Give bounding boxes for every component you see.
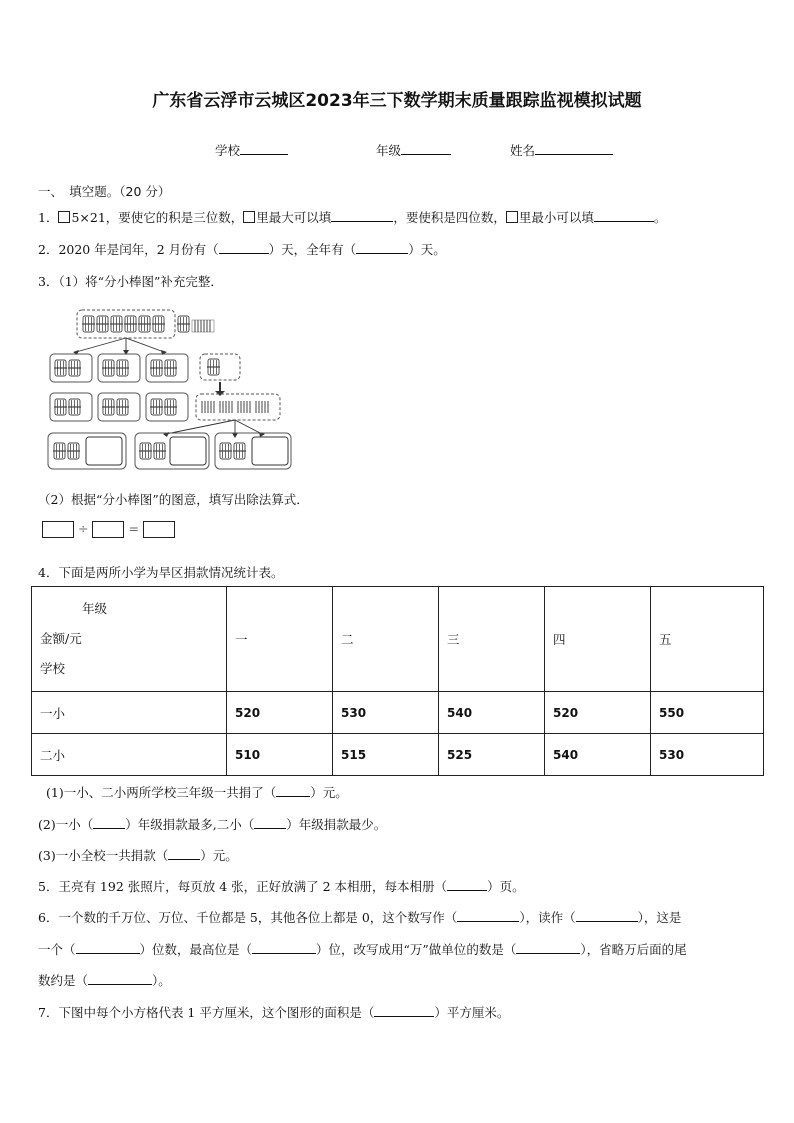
grade-label: 年级 xyxy=(376,143,402,158)
q4-sub2-text-a: (2)一小（ xyxy=(38,817,94,832)
q2-text-c: ）天。 xyxy=(408,242,446,257)
q4-sub1-blank[interactable] xyxy=(276,784,310,797)
value-cell: 520 xyxy=(545,692,651,734)
school-blank[interactable] xyxy=(240,142,288,155)
value-cell: 550 xyxy=(651,692,764,734)
q1-text-e: 。 xyxy=(653,210,667,225)
q2-text-a: 2．2020 年是闰年，2 月份有（ xyxy=(38,242,219,257)
question-4-sub1 xyxy=(46,783,348,801)
q7-text-b: ）平方厘米。 xyxy=(434,1005,510,1020)
school-cell: 二小 xyxy=(32,734,227,776)
equals-sign: = xyxy=(128,521,139,536)
question-7 xyxy=(38,1003,509,1021)
section-heading: 一、 填空题。（20 分） xyxy=(38,184,171,199)
box-icon xyxy=(243,211,255,223)
q6-text-d: 一个（ xyxy=(38,942,76,957)
school-label: 学校 xyxy=(215,143,241,158)
q4-sub3-text-b: ）元。 xyxy=(200,848,238,863)
answer-box-2[interactable] xyxy=(170,437,206,465)
donation-table xyxy=(31,586,764,776)
q6-blank-6[interactable] xyxy=(88,972,152,985)
dividend-box[interactable] xyxy=(42,521,74,538)
grade-header-cell: 二 xyxy=(333,587,439,692)
q1-text-c: ，要使积是四位数， xyxy=(393,210,506,225)
q4-sub2-blank-1[interactable] xyxy=(93,816,125,829)
question-6-line1 xyxy=(38,908,681,926)
q2-blank-2[interactable] xyxy=(356,241,408,254)
answer-box-1[interactable] xyxy=(86,437,122,465)
q6-text-c: ），这是 xyxy=(637,910,682,925)
q2-text-b: ）天，全年有（ xyxy=(268,242,357,257)
q5-text-b: ）页。 xyxy=(487,879,525,894)
question-6-line2 xyxy=(38,940,687,958)
value-cell: 510 xyxy=(227,734,333,776)
question-5 xyxy=(38,877,525,895)
q6-blank-4[interactable] xyxy=(252,941,316,954)
table-corner-cell xyxy=(32,587,227,692)
grade-header-cell: 五 xyxy=(651,587,764,692)
q4-sub2-text-b: ）年级捐款最多,二小（ xyxy=(125,817,255,832)
q4-sub2-blank-2[interactable] xyxy=(254,816,286,829)
q1-text-d: 里最小可以填 xyxy=(518,210,594,225)
question-3-intro: 3．（1）将“分小棒图”补充完整． xyxy=(38,274,223,289)
q4-sub3-blank[interactable] xyxy=(168,847,200,860)
name-field xyxy=(510,141,613,159)
q1-text-a: 5×21，要使它的积是三位数， xyxy=(71,210,244,225)
value-cell: 540 xyxy=(545,734,651,776)
header-grade: 年级 xyxy=(82,601,108,616)
grade-blank[interactable] xyxy=(401,142,451,155)
value-cell: 540 xyxy=(439,692,545,734)
stick-division-diagram xyxy=(40,300,300,475)
q6-text-h: 数约是（ xyxy=(38,973,89,988)
q7-blank[interactable] xyxy=(374,1004,434,1017)
q2-blank-1[interactable] xyxy=(219,241,269,254)
division-equation xyxy=(42,521,175,538)
q5-text-a: 5．王亮有 192 张照片，每页放 4 张，正好放满了 2 本相册，每本相册（ xyxy=(38,879,448,894)
divisor-box[interactable] xyxy=(92,521,124,538)
school-field xyxy=(215,141,288,159)
q5-blank[interactable] xyxy=(447,878,487,891)
question-4-sub2 xyxy=(38,815,386,833)
value-cell: 520 xyxy=(227,692,333,734)
q1-number: 1． xyxy=(38,210,59,225)
grade-field xyxy=(376,141,451,159)
q6-text-f: ）位，改写成用“万”做单位的数是（ xyxy=(316,942,517,957)
q6-blank-1[interactable] xyxy=(457,909,519,922)
question-1 xyxy=(38,208,666,226)
q6-blank-2[interactable] xyxy=(576,909,638,922)
value-cell: 530 xyxy=(333,692,439,734)
question-3-part2: （2）根据“分小棒图”的图意，填写出除法算式． xyxy=(38,492,309,507)
q6-text-b: ），读作（ xyxy=(519,910,576,925)
value-cell: 515 xyxy=(333,734,439,776)
question-4-intro: 4．下面是两所小学为旱区捐款情况统计表。 xyxy=(38,565,284,580)
q6-blank-5[interactable] xyxy=(516,941,580,954)
question-6-line3 xyxy=(38,971,171,989)
name-label: 姓名 xyxy=(510,143,536,158)
header-amount: 金额/元 xyxy=(40,631,82,646)
q6-text-e: ）位数，最高位是（ xyxy=(139,942,253,957)
value-cell: 530 xyxy=(651,734,764,776)
q6-text-i: ）。 xyxy=(152,973,171,988)
q1-text-b: 里最大可以填 xyxy=(256,210,332,225)
table-row xyxy=(32,734,764,776)
q6-blank-3[interactable] xyxy=(76,941,140,954)
box-icon xyxy=(58,211,70,223)
q4-sub2-text-c: ）年级捐款最少。 xyxy=(286,817,387,832)
value-cell: 525 xyxy=(439,734,545,776)
q7-text-a: 7．下图中每个小方格代表 1 平方厘米，这个图形的面积是（ xyxy=(38,1005,375,1020)
q4-sub1-text: (1)一小、二小两所学校三年级一共捐了（ xyxy=(46,785,277,800)
name-blank[interactable] xyxy=(535,142,613,155)
q4-sub1-end: ）元。 xyxy=(310,785,348,800)
table-header-row xyxy=(32,587,764,692)
answer-box-3[interactable] xyxy=(252,437,288,465)
quotient-box[interactable] xyxy=(143,521,175,538)
box-icon xyxy=(506,211,518,223)
question-4-sub3 xyxy=(38,846,238,864)
grade-header-cell: 三 xyxy=(439,587,545,692)
q6-text-a: 6．一个数的千万位、万位、千位都是 5，其他各位上都是 0，这个数写作（ xyxy=(38,910,458,925)
divide-sign: ÷ xyxy=(77,521,89,536)
page-title: 广东省云浮市云城区2023年三下数学期末质量跟踪监视模拟试题 xyxy=(152,91,642,111)
table-row xyxy=(32,692,764,734)
grade-header-cell: 一 xyxy=(227,587,333,692)
grade-header-cell: 四 xyxy=(545,587,651,692)
q4-sub3-text-a: (3)一小全校一共捐款（ xyxy=(38,848,169,863)
q6-text-g: ），省略万后面的尾 xyxy=(580,942,687,957)
school-cell: 一小 xyxy=(32,692,227,734)
q1-blank-1[interactable] xyxy=(331,209,393,222)
q1-blank-2[interactable] xyxy=(594,209,654,222)
header-school: 学校 xyxy=(40,661,66,676)
question-2 xyxy=(38,240,446,258)
